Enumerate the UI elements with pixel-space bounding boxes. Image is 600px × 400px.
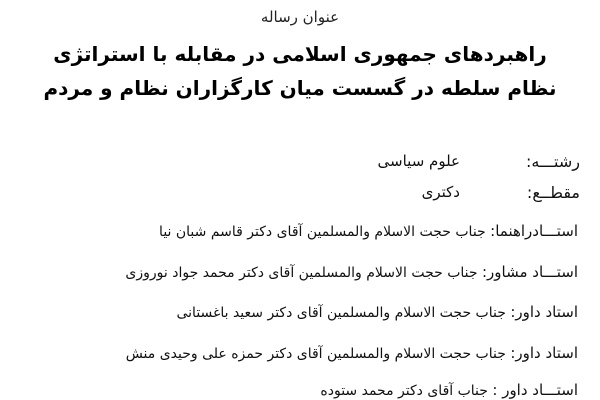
referee-row-1 (176, 303, 578, 321)
thesis-title-line-2: نظام سلطه در گسست میان کارگزاران نظام و مردم (43, 76, 557, 100)
degree-level-value: دکتری (421, 183, 460, 201)
field-of-study-label: رشتـــه: (526, 152, 580, 171)
field-of-study-value: علوم سیاسی (377, 152, 460, 170)
advisor-name: جناب حجت الاسلام والمسلمین آقای دکتر محمد جواد نوروزی (125, 265, 478, 281)
supervisor-label: استـــادراهنما: (490, 222, 578, 240)
advisor-row (125, 263, 578, 281)
thesis-title-caption: عنوان رساله (260, 8, 340, 26)
referee-label-1: استاد داور: (510, 303, 578, 321)
degree-level-label: مقطــع: (526, 183, 580, 202)
thesis-title-line-1: راهبردهای جمهوری اسلامی در مقابله با استراتژی (53, 42, 547, 66)
referee-label-3: استـــاد داور : (492, 381, 578, 399)
referee-row-3 (320, 381, 578, 399)
supervisor-row (159, 222, 578, 240)
referee-label-2: استاد داور: (510, 344, 578, 362)
referee-name-2: جناب حجت الاسلام والمسلمین آقای دکتر حمزه علی وحیدی منش (125, 346, 506, 362)
field-of-study (377, 152, 580, 171)
referee-name-1: جناب حجت الاسلام والمسلمین آقای دکتر سعید باغستانی (176, 305, 506, 321)
degree-level (421, 183, 580, 202)
advisor-label: استـــاد مشاور: (482, 263, 578, 281)
supervisor-name: جناب حجت الاسلام والمسلمین آقای دکتر قاسم شبان نیا (159, 224, 486, 240)
referee-row-2 (126, 344, 578, 362)
referee-name-3: جناب آقای دکتر محمد ستوده (320, 383, 488, 399)
